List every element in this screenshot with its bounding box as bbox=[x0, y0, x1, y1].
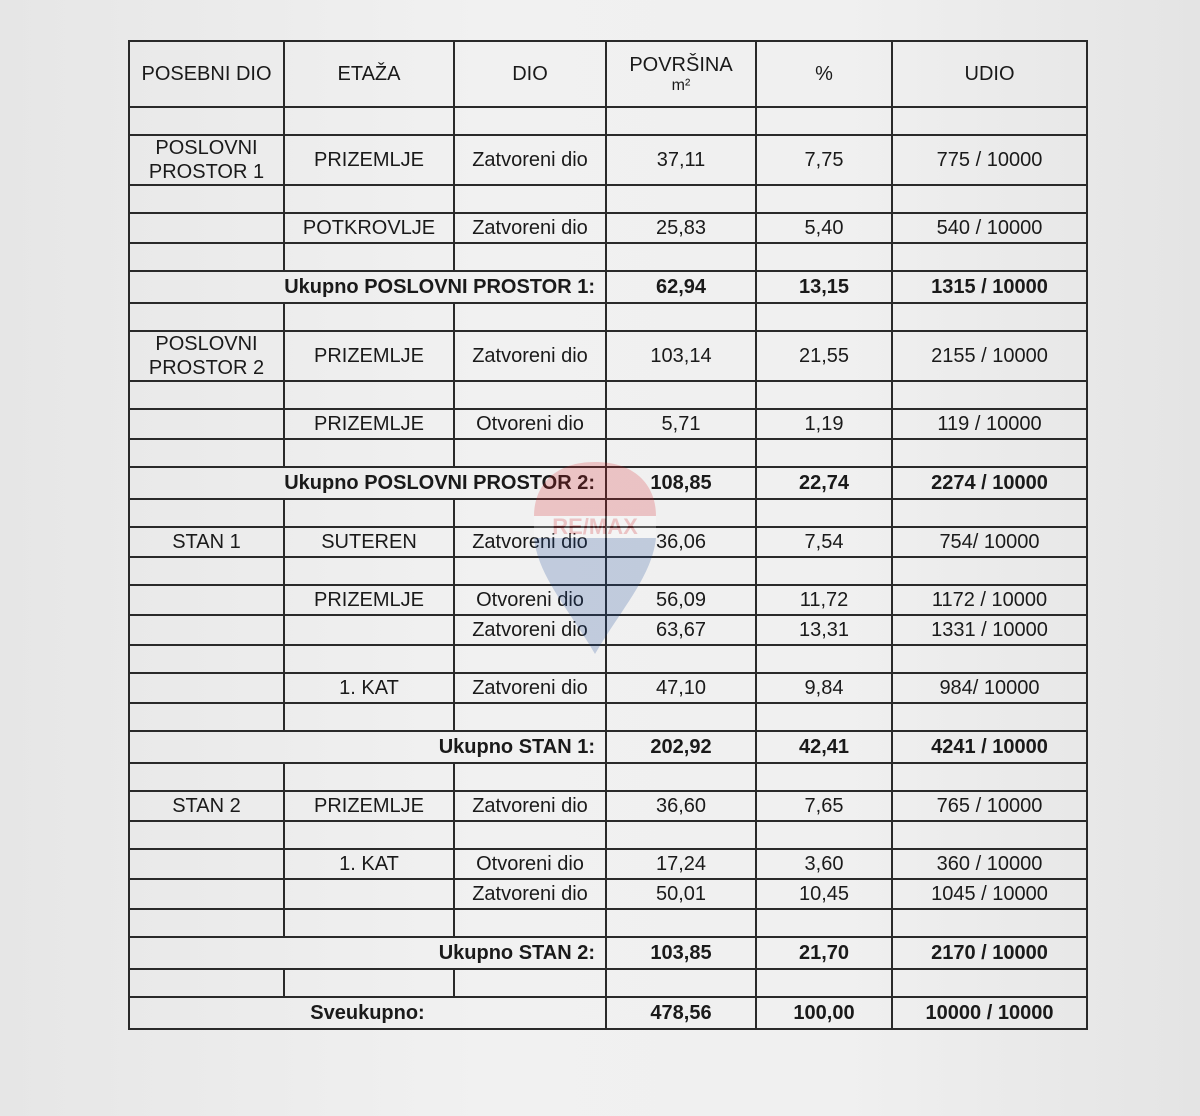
cell-udio: 1331 / 10000 bbox=[892, 615, 1087, 645]
cell-etaza: PRIZEMLJE bbox=[284, 135, 454, 185]
cell-etaza: SUTEREN bbox=[284, 527, 454, 557]
cell-etaza: PRIZEMLJE bbox=[284, 791, 454, 821]
header-udio: UDIO bbox=[892, 41, 1087, 107]
group-label-stan1: STAN 1 bbox=[129, 527, 284, 557]
cell-udio: 754/ 10000 bbox=[892, 527, 1087, 557]
header-row bbox=[129, 41, 1087, 107]
group-label-pp2: POSLOVNI PROSTOR 2 bbox=[129, 331, 284, 381]
cell-postotak: 11,72 bbox=[756, 585, 892, 615]
table-row bbox=[129, 673, 1087, 703]
cell-dio: Otvoreni dio bbox=[454, 409, 606, 439]
grand-total-label: Sveukupno: bbox=[129, 997, 606, 1029]
cell-etaza bbox=[284, 879, 454, 909]
total-row-pp1 bbox=[129, 271, 1087, 303]
cell-etaza: 1. KAT bbox=[284, 849, 454, 879]
total-udio: 1315 / 10000 bbox=[892, 271, 1087, 303]
cell-udio: 2155 / 10000 bbox=[892, 331, 1087, 381]
grand-total-row bbox=[129, 997, 1087, 1029]
table-row bbox=[129, 879, 1087, 909]
spacer-row bbox=[129, 645, 1087, 673]
table-row bbox=[129, 213, 1087, 243]
cell-postotak: 7,54 bbox=[756, 527, 892, 557]
cell-povrsina: 25,83 bbox=[606, 213, 756, 243]
header-povrsina-unit: m² bbox=[671, 77, 691, 94]
cell-postotak: 9,84 bbox=[756, 673, 892, 703]
total-povrsina: 202,92 bbox=[606, 731, 756, 763]
cell-etaza: PRIZEMLJE bbox=[284, 585, 454, 615]
total-postotak: 13,15 bbox=[756, 271, 892, 303]
cell-povrsina: 56,09 bbox=[606, 585, 756, 615]
grand-total-povrsina: 478,56 bbox=[606, 997, 756, 1029]
cell-etaza bbox=[284, 615, 454, 645]
header-povrsina bbox=[606, 41, 756, 107]
spacer-row bbox=[129, 763, 1087, 791]
total-label: Ukupno STAN 2: bbox=[129, 937, 606, 969]
spacer-row bbox=[129, 381, 1087, 409]
cell-postotak: 5,40 bbox=[756, 213, 892, 243]
spacer-row bbox=[129, 303, 1087, 331]
cell-dio: Zatvoreni dio bbox=[454, 527, 606, 557]
cell-povrsina: 50,01 bbox=[606, 879, 756, 909]
cell-dio: Zatvoreni dio bbox=[454, 331, 606, 381]
spacer-row bbox=[129, 185, 1087, 213]
total-postotak: 22,74 bbox=[756, 467, 892, 499]
total-label: Ukupno POSLOVNI PROSTOR 2: bbox=[129, 467, 606, 499]
spacer-row bbox=[129, 557, 1087, 585]
cell-povrsina: 17,24 bbox=[606, 849, 756, 879]
total-udio: 2170 / 10000 bbox=[892, 937, 1087, 969]
cell-udio: 1172 / 10000 bbox=[892, 585, 1087, 615]
cell-udio: 540 / 10000 bbox=[892, 213, 1087, 243]
header-povrsina-label: POVRŠINA bbox=[629, 54, 733, 76]
table-row bbox=[129, 585, 1087, 615]
header-dio: DIO bbox=[454, 41, 606, 107]
total-label: Ukupno POSLOVNI PROSTOR 1: bbox=[129, 271, 606, 303]
table-row bbox=[129, 331, 1087, 381]
total-povrsina: 108,85 bbox=[606, 467, 756, 499]
total-row-pp2 bbox=[129, 467, 1087, 499]
cell-povrsina: 63,67 bbox=[606, 615, 756, 645]
watermark-text: RE/MAX bbox=[552, 514, 638, 539]
cell-udio: 360 / 10000 bbox=[892, 849, 1087, 879]
cell-dio: Otvoreni dio bbox=[454, 585, 606, 615]
cell-postotak: 1,19 bbox=[756, 409, 892, 439]
total-row-stan1 bbox=[129, 731, 1087, 763]
cell-povrsina: 37,11 bbox=[606, 135, 756, 185]
total-udio: 2274 / 10000 bbox=[892, 467, 1087, 499]
cell-etaza: 1. KAT bbox=[284, 673, 454, 703]
cell-dio: Zatvoreni dio bbox=[454, 213, 606, 243]
spacer-row bbox=[129, 107, 1087, 135]
cell-dio: Zatvoreni dio bbox=[454, 673, 606, 703]
cell-udio: 765 / 10000 bbox=[892, 791, 1087, 821]
table-row bbox=[129, 135, 1087, 185]
total-povrsina: 62,94 bbox=[606, 271, 756, 303]
spacer-row bbox=[129, 969, 1087, 997]
table-row bbox=[129, 615, 1087, 645]
table-row bbox=[129, 409, 1087, 439]
cell-etaza: PRIZEMLJE bbox=[284, 409, 454, 439]
spacer-row bbox=[129, 821, 1087, 849]
header-posebni-dio: POSEBNI DIO bbox=[129, 41, 284, 107]
ownership-share-table bbox=[128, 40, 1088, 1030]
spacer-row bbox=[129, 439, 1087, 467]
cell-postotak: 21,55 bbox=[756, 331, 892, 381]
cell-dio: Zatvoreni dio bbox=[454, 615, 606, 645]
grand-total-udio: 10000 / 10000 bbox=[892, 997, 1087, 1029]
cell-etaza: PRIZEMLJE bbox=[284, 331, 454, 381]
cell-postotak: 7,75 bbox=[756, 135, 892, 185]
spacer-row bbox=[129, 499, 1087, 527]
cell-dio: Zatvoreni dio bbox=[454, 879, 606, 909]
cell-postotak: 3,60 bbox=[756, 849, 892, 879]
table-row bbox=[129, 791, 1087, 821]
cell-dio: Otvoreni dio bbox=[454, 849, 606, 879]
spacer-row bbox=[129, 243, 1087, 271]
total-postotak: 21,70 bbox=[756, 937, 892, 969]
cell-etaza: POTKROVLJE bbox=[284, 213, 454, 243]
cell-postotak: 10,45 bbox=[756, 879, 892, 909]
total-povrsina: 103,85 bbox=[606, 937, 756, 969]
cell-udio: 775 / 10000 bbox=[892, 135, 1087, 185]
total-udio: 4241 / 10000 bbox=[892, 731, 1087, 763]
table-row bbox=[129, 849, 1087, 879]
cell-povrsina: 36,06 bbox=[606, 527, 756, 557]
cell-povrsina: 5,71 bbox=[606, 409, 756, 439]
cell-dio: Zatvoreni dio bbox=[454, 791, 606, 821]
cell-udio: 1045 / 10000 bbox=[892, 879, 1087, 909]
total-postotak: 42,41 bbox=[756, 731, 892, 763]
grand-total-postotak: 100,00 bbox=[756, 997, 892, 1029]
cell-dio: Zatvoreni dio bbox=[454, 135, 606, 185]
cell-povrsina: 36,60 bbox=[606, 791, 756, 821]
cell-postotak: 13,31 bbox=[756, 615, 892, 645]
total-row-stan2 bbox=[129, 937, 1087, 969]
cell-povrsina: 103,14 bbox=[606, 331, 756, 381]
spacer-row bbox=[129, 703, 1087, 731]
header-postotak: % bbox=[756, 41, 892, 107]
cell-udio: 119 / 10000 bbox=[892, 409, 1087, 439]
cell-povrsina: 47,10 bbox=[606, 673, 756, 703]
total-label: Ukupno STAN 1: bbox=[129, 731, 606, 763]
header-etaza: ETAŽA bbox=[284, 41, 454, 107]
cell-udio: 984/ 10000 bbox=[892, 673, 1087, 703]
group-label-stan2: STAN 2 bbox=[129, 791, 284, 821]
group-label-pp1: POSLOVNI PROSTOR 1 bbox=[129, 135, 284, 185]
table-row bbox=[129, 527, 1087, 557]
spacer-row bbox=[129, 909, 1087, 937]
cell-postotak: 7,65 bbox=[756, 791, 892, 821]
